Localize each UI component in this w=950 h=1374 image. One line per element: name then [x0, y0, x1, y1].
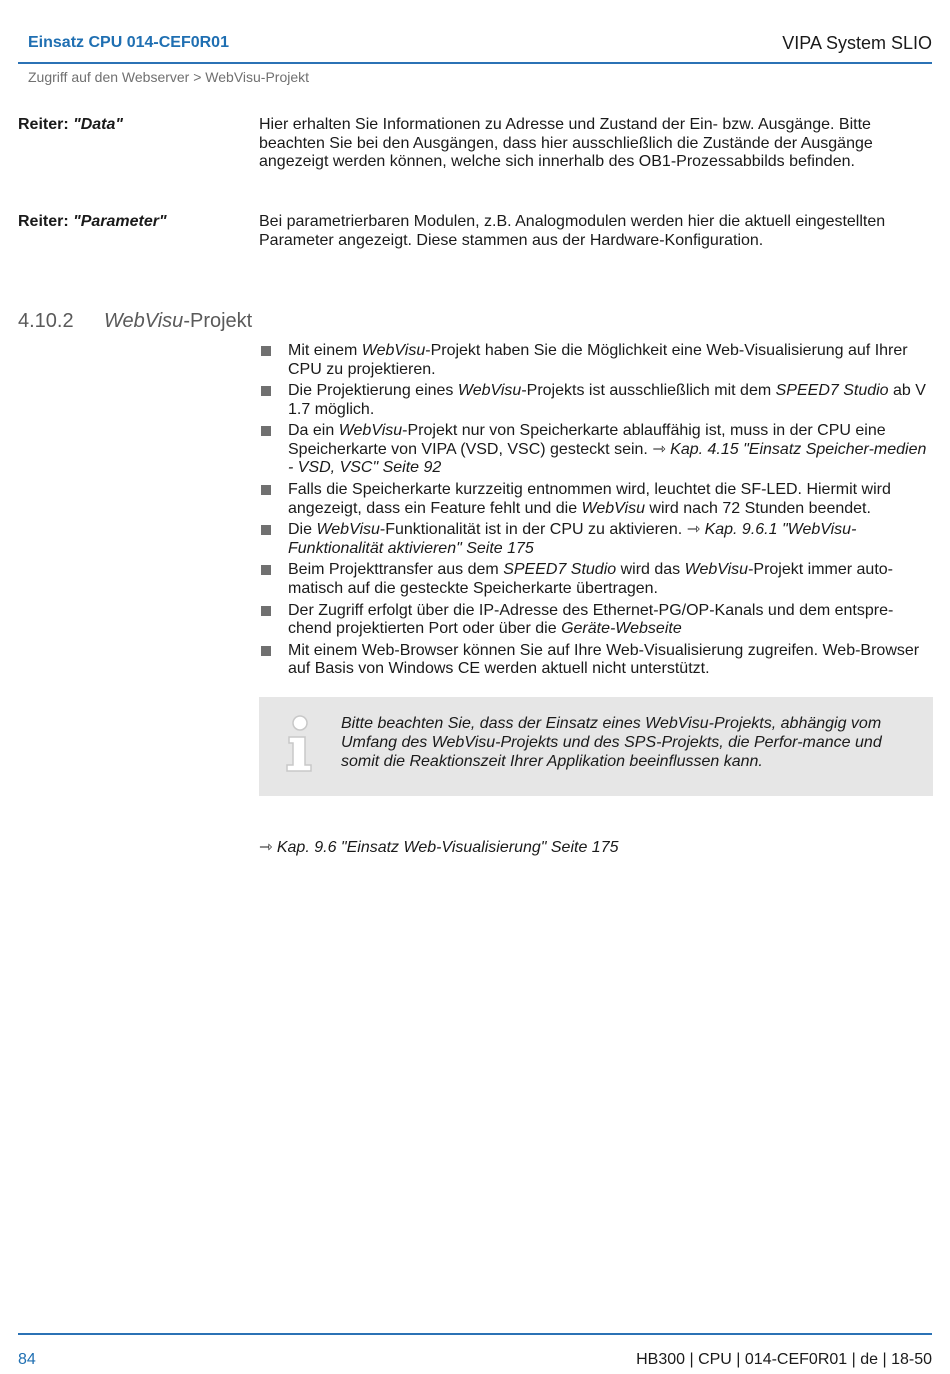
- bullet-square-icon: [261, 485, 271, 495]
- bullet-emphasis: WebVisu: [684, 561, 749, 579]
- bullet-text: -Projekt nur von Speicherkarte ablauffähig ist, muss in der CPU eine Speicherkarte von VIPA (VSD, VSC) gesteckt sein.: [288, 422, 886, 458]
- info-note-text: Bitte beachten Sie, dass der Einsatz eines WebVisu-Projekts, abhängig vom Umfang des WebVisu-Projekts und des SPS-Projekts, die Perfor-mance und somit die Reaktionszeit Ihrer Applikation beeinflussen kann.: [341, 715, 882, 770]
- cross-reference-link[interactable]: Kap. 4.15 "Einsatz Speicher-medien - VSD, VSC" Seite 92: [288, 440, 927, 477]
- cross-reference[interactable]: [259, 837, 619, 857]
- section-title: [104, 310, 252, 333]
- header-divider: [18, 62, 932, 64]
- tab-description-data: Hier erhalten Sie Informationen zu Adresse und Zustand der Ein- bzw. Ausgänge. Bitte beachten Sie bei den Ausgängen, dass hier ausschließlich die Zustände der Ausgänge angezeigt werden können, welche sich innerhalb des OB1-Prozessabbilds befinden.: [259, 116, 873, 170]
- bullet-text: Der Zugriff erfolgt über die IP-Adresse des Ethernet-PG/OP-Kanals und dem entspre-chend projektierten Port oder über die: [288, 601, 894, 638]
- bullet-text: Da ein: [288, 422, 339, 440]
- bullet-text: -Projekt haben Sie die Möglichkeit eine Web-Visualisierung auf Ihrer CPU zu projektieren.: [288, 342, 908, 378]
- product-name: VIPA System SLIO: [782, 33, 932, 53]
- list-item: [259, 521, 935, 558]
- tab-name-data: "Data": [73, 116, 123, 133]
- cross-reference-arrow-icon: ⇾: [259, 839, 273, 856]
- cross-reference-arrow-icon: ⇾: [652, 440, 666, 458]
- footer-divider: [18, 1333, 932, 1335]
- bullet-text: Die Projektierung eines: [288, 382, 458, 400]
- bullet-emphasis: WebVisu: [457, 382, 522, 400]
- bullet-square-icon: [261, 565, 271, 575]
- info-note-box: [259, 697, 933, 796]
- tab-label-data: [18, 116, 123, 134]
- bullet-square-icon: [261, 606, 271, 616]
- tab-label-parameter: [18, 213, 167, 231]
- bullet-square-icon: [261, 646, 271, 656]
- tab-name-parameter: "Parameter": [73, 213, 167, 230]
- bullet-text: ab V 1.7 möglich.: [288, 382, 926, 418]
- bullet-square-icon: [261, 386, 271, 396]
- page-number: 84: [18, 1351, 36, 1368]
- bullet-text: Mit einem: [288, 342, 362, 359]
- section-title-italic: WebVisu: [104, 310, 184, 332]
- bullet-text: wird nach 72 Stunden beendet.: [644, 499, 871, 517]
- bullet-emphasis: WebVisu: [338, 422, 403, 440]
- tab-label-prefix: Reiter:: [18, 213, 69, 230]
- bullet-emphasis: Geräte-Webseite: [561, 620, 682, 638]
- bullet-text: -Funktionalität ist in der CPU zu aktivieren.: [379, 521, 687, 539]
- bullet-text: Beim Projekttransfer aus dem: [288, 561, 504, 579]
- bullet-emphasis: SPEED7 Studio: [503, 561, 617, 579]
- section-number: 4.10.2: [18, 310, 74, 332]
- cross-reference-link[interactable]: Kap. 9.6.1 "WebVisu-Funktionalität aktivieren" Seite 175: [288, 521, 857, 557]
- list-item: [259, 382, 935, 419]
- list-item: [259, 481, 935, 518]
- bullet-text: Die: [288, 521, 317, 539]
- list-item: [259, 561, 935, 598]
- tab-label-prefix: Reiter:: [18, 116, 69, 133]
- bullet-emphasis: SPEED7 Studio: [775, 382, 889, 400]
- breadcrumb: Zugriff auf den Webserver > WebVisu-Projekt: [28, 69, 310, 85]
- bullet-emphasis: WebVisu: [316, 521, 380, 539]
- bullet-emphasis: WebVisu: [581, 499, 645, 517]
- bullet-text: -Projekts ist ausschließlich mit dem: [521, 382, 776, 400]
- bullet-text: Falls die Speicherkarte kurzzeitig entnommen wird, leuchtet die SF-LED. Hiermit wird angezeigt, dass ein Feature fehlt und die: [288, 481, 891, 517]
- bullet-square-icon: [261, 426, 271, 436]
- bullet-list: [259, 342, 935, 682]
- bullet-square-icon: [261, 346, 271, 356]
- bullet-emphasis: WebVisu: [361, 342, 426, 359]
- list-item: [259, 342, 935, 379]
- document-reference: HB300 | CPU | 014-CEF0R01 | de | 18-50: [636, 1351, 932, 1368]
- bullet-text: -Projekt immer auto-matisch auf die gesteckte Speicherkarte übertragen.: [288, 561, 893, 597]
- list-item: [259, 602, 935, 639]
- cross-reference-text[interactable]: Kap. 9.6 "Einsatz Web-Visualisierung" Seite 175: [276, 839, 619, 856]
- cross-reference-arrow-icon: ⇾: [686, 521, 701, 539]
- tab-description-parameter: Bei parametrierbaren Modulen, z.B. Analogmodulen werden hier die aktuell eingestellten Parameter angezeigt. Diese stammen aus der Hardware-Konfiguration.: [259, 213, 886, 249]
- bullet-text: Mit einem Web-Browser können Sie auf Ihre Web-Visualisierung zugreifen. Web-Browser auf Basis von Windows CE werden aktuell nicht unterstützt.: [288, 641, 920, 678]
- list-item: [259, 642, 935, 679]
- info-icon: [283, 715, 317, 775]
- section-title-rest: -Projekt: [183, 310, 253, 332]
- list-item: [259, 422, 935, 478]
- bullet-square-icon: [261, 525, 271, 535]
- document-title: Einsatz CPU 014-CEF0R01: [28, 34, 229, 51]
- bullet-text: wird das: [616, 561, 685, 579]
